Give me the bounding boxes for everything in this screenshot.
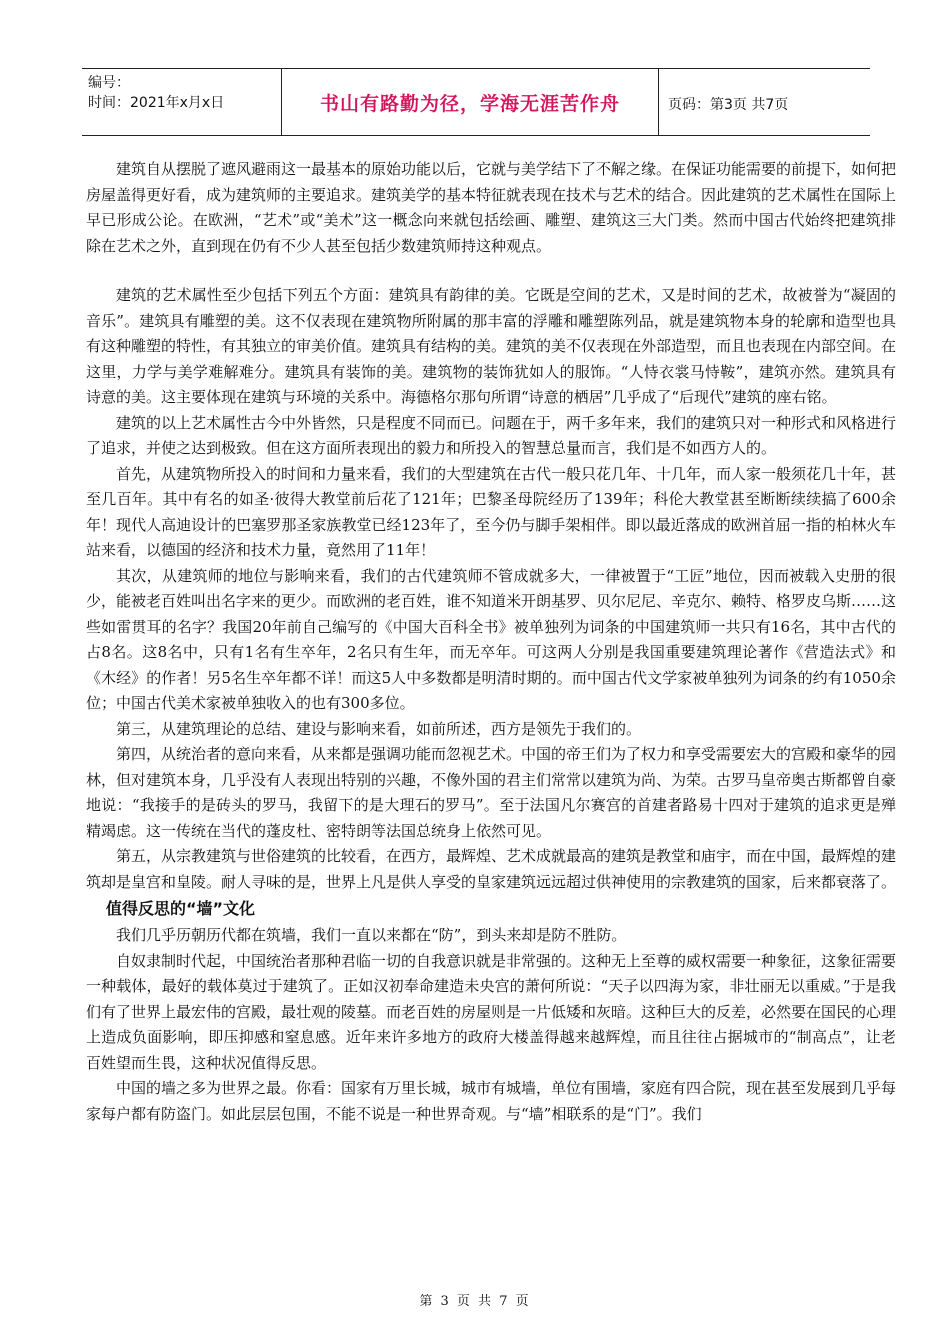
page-header: [82, 68, 870, 136]
header-motto: 书山有路勤为径，学海无涯苦作舟: [319, 92, 620, 115]
header-meta: [88, 73, 278, 113]
document-body: [86, 157, 896, 1127]
body-paragraph: 建筑的艺术属性至少包括下列五个方面：建筑具有韵律的美。它既是空间的艺术，又是时间的艺术，故被誉为“凝固的音乐”。建筑具有雕塑的美。这不仅表现在建筑物所附属的那丰富的浮雕和雕塑陈列品，就是建筑物本身的轮廓和造型也具有这种雕塑的特性，有其独立的审美价值。建筑具有结构的美。建筑的美不仅表现在外部造型，而且也表现在内部空间。在这里，力学与美学难解难分。建筑具有装饰的美。建筑物的装饰犹如人的服饰。“人恃衣裳马恃鞍”，建筑亦然。建筑具有诗意的美。这主要体现在建筑与环境的关系中。海德格尔那句所谓“诗意的栖居”几乎成了“后现代”建筑的座右铭。: [86, 286, 897, 406]
document-number-label: 编号：: [88, 75, 130, 91]
body-paragraph: 自奴隶制时代起，中国统治者那种君临一切的自我意识就是非常强的。这种无上至尊的威权需要一种象征，这象征需要一种载体，最好的载体莫过于建筑了。正如汉初奉命建造未央宫的萧何所说：“天子以四海为家，非壮丽无以重威。”于是我们有了世界上最宏伟的宫殿，最壮观的陵墓。而老百姓的房屋则是一片低矮和灰暗。这种巨大的反差，必然要在国民的心理上造成负面影响，即压抑感和窒息感。近年来许多地方的政府大楼盖得越来越辉煌，而且往往占据城市的“制高点”，让老百姓望而生畏，这种状况值得反思。: [86, 951, 897, 1072]
section-heading: 值得反思的“墙”文化: [106, 899, 256, 918]
page-footer: 第 3 页 共 7 页: [419, 1294, 531, 1309]
document-date-label: 时间：2021年x月x日: [88, 95, 225, 111]
body-paragraph: 建筑的以上艺术属性古今中外皆然，只是程度不同而已。问题在于，两千多年来，我们的建筑只对一种形式和风格进行了追求，并使之达到极致。但在这方面所表现出的毅力和所投入的智慧总量而言，我们是不如西方人的。: [86, 413, 897, 457]
body-paragraph: 建筑自从摆脱了遮风避雨这一最基本的原始功能以后，它就与美学结下了不解之缘。在保证功能需要的前提下，如何把房屋盖得更好看，成为建筑师的主要追求。建筑美学的基本特征就表现在技术与艺术的结合。因此建筑的艺术属性在国际上早已形成公论。在欧洲，“艺术”或“美术”这一概念向来就包括绘画、雕塑、建筑这三大门类。然而中国古代始终把建筑排除在艺术之外，直到现在仍有不少人甚至包括少数建筑师持这种观点。: [86, 160, 897, 255]
body-paragraph: 第四，从统治者的意向来看，从来都是强调功能而忽视艺术。中国的帝王们为了权力和享受需要宏大的宫殿和豪华的园林，但对建筑本身，几乎没有人表现出特别的兴趣，不像外国的君主们常常以建筑为尚、为荣。古罗马皇帝奥古斯都曾自豪地说：“我接手的是砖头的罗马，我留下的是大理石的罗马”。至于法国凡尔赛宫的首建者路易十四对于建筑的追求更是殚精竭虑。这一传统在当代的蓬皮杜、密特朗等法国总统身上依然可见。: [86, 745, 897, 840]
body-paragraph: 第五，从宗教建筑与世俗建筑的比较看，在西方，最辉煌、艺术成就最高的建筑是教堂和庙宇，而在中国，最辉煌的建筑却是皇宫和皇陵。耐人寻味的是，世界上凡是供人享受的皇家建筑远远超过供神使用的宗教建筑的国家，后来都衰落了。: [86, 847, 897, 891]
body-paragraph: 首先，从建筑物所投入的时间和力量来看，我们的大型建筑在古代一般只花几年、十几年，而人家一般须花几十年，甚至几百年。其中有名的如圣·彼得大教堂前后花了121年；巴黎圣母院经历了139年；科伦大教堂甚至断断续续搞了600余年！现代人高迪设计的巴塞罗那圣家族教堂已经123年了，至今仍与脚手架相伴。即以最近落成的欧洲首屈一指的柏林火车站来看，以德国的经济和技术力量，竟然用了11年！: [86, 464, 897, 559]
body-paragraph: 其次，从建筑师的地位与影响来看，我们的古代建筑师不管成就多大，一律被置于“工匠”地位，因而被载入史册的很少，能被老百姓叫出名字来的更少。而欧洲的老百姓，谁不知道米开朗基罗、贝尔尼尼、辛克尔、赖特、格罗皮乌斯……这些如雷贯耳的名字？我国20年前自己编写的《中国大百科全书》被单独列为词条的中国建筑师一共只有16名，其中古代的占8名。这8名中，只有1名有生卒年，2名只有生年，而无卒年。可这两人分别是我国重要建筑理论著作《营造法式》和《木经》的作者！另5名生卒年都不详！而这5人中多数都是明清时期的。而中国古代文学家被单独列为词条的约有1050余位；中国古代美术家被单独收入的也有300多位。: [86, 566, 897, 712]
header-divider: [658, 69, 659, 135]
body-paragraph: 第三，从建筑理论的总结、建设与影响来看，如前所述，西方是领先于我们的。: [116, 719, 642, 738]
header-page-info: 页码：第3页 共7页: [668, 97, 789, 113]
header-divider: [281, 69, 282, 135]
body-paragraph: 我们几乎历朝历代都在筑墙，我们一直以来都在“防”，到头来却是防不胜防。: [116, 926, 627, 944]
body-paragraph: 中国的墙之多为世界之最。你看：国家有万里长城，城市有城墙，单位有围墙，家庭有四合院，现在甚至发展到几乎每家每户都有防盗门。如此层层包围，不能不说是一种世界奇观。与“墙”相联系的是“门”。我们: [86, 1079, 897, 1123]
